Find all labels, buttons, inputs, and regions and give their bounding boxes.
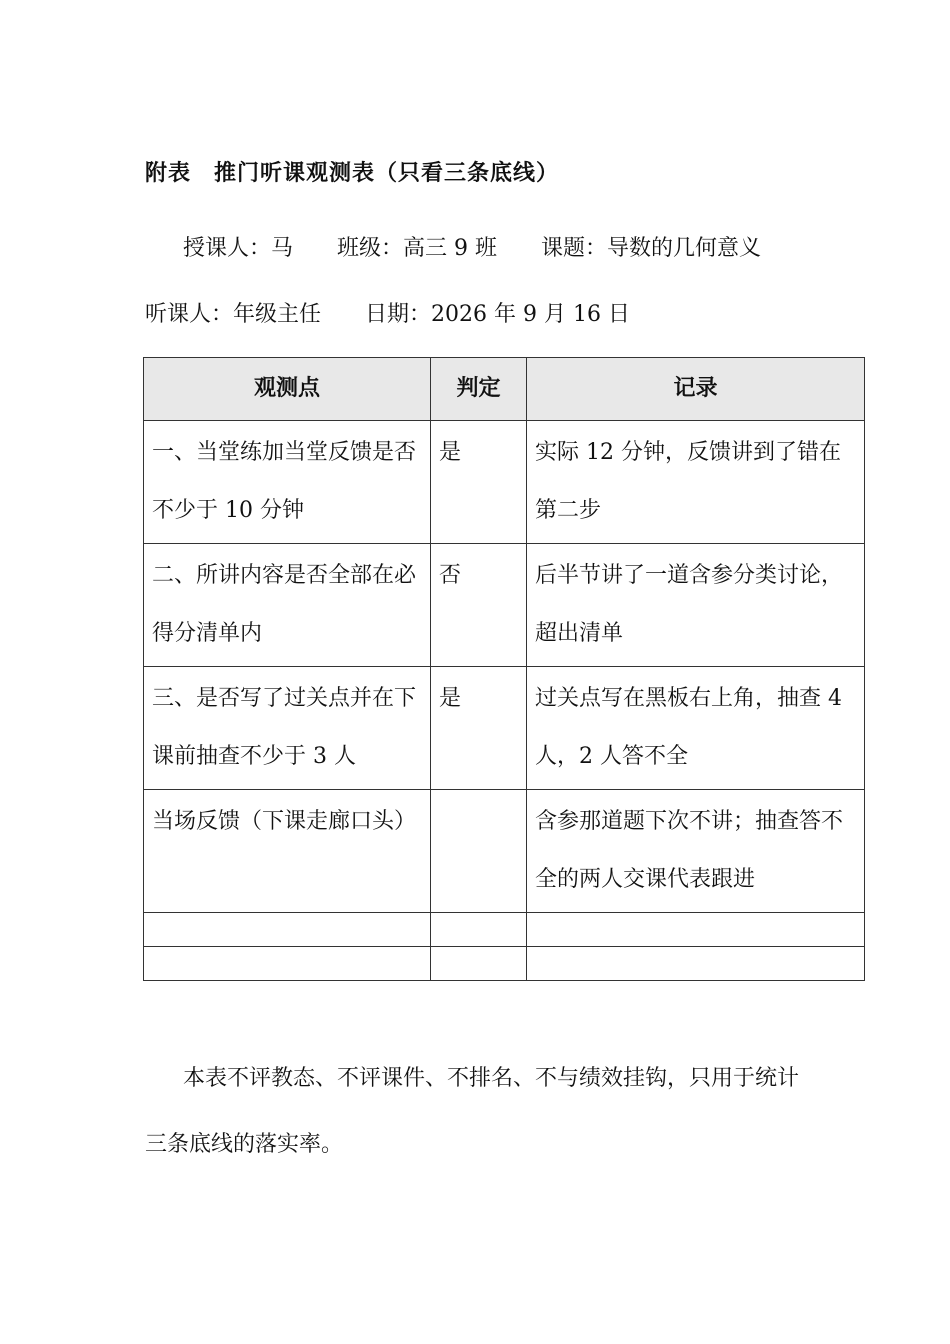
table-header-row bbox=[144, 358, 865, 421]
header-observation-point: 观测点 bbox=[144, 358, 431, 421]
record-cell: 实际 12 分钟，反馈讲到了错在第二步 bbox=[527, 421, 865, 544]
verdict-cell: 是 bbox=[431, 667, 527, 790]
verdict-cell: 是 bbox=[431, 421, 527, 544]
verdict-cell bbox=[431, 790, 527, 913]
header-record: 记录 bbox=[527, 358, 865, 421]
verdict-cell bbox=[431, 913, 527, 947]
verdict-cell bbox=[431, 947, 527, 981]
verdict-cell: 否 bbox=[431, 544, 527, 667]
observation-point-cell: 当场反馈（下课走廊口头） bbox=[144, 790, 431, 913]
observation-point-cell bbox=[144, 913, 431, 947]
record-cell: 后半节讲了一道含参分类讨论，超出清单 bbox=[527, 544, 865, 667]
table-row-empty bbox=[144, 947, 865, 981]
header-verdict: 判定 bbox=[431, 358, 527, 421]
table-row bbox=[144, 421, 865, 544]
observation-point-cell: 一、当堂练加当堂反馈是否不少于 10 分钟 bbox=[144, 421, 431, 544]
table-row bbox=[144, 544, 865, 667]
table-row bbox=[144, 667, 865, 790]
record-cell: 过关点写在黑板右上角，抽查 4 人，2 人答不全 bbox=[527, 667, 865, 790]
observation-table bbox=[143, 357, 865, 981]
table-row-empty bbox=[144, 913, 865, 947]
footer-note: 本表不评教态、不评课件、不排名、不与绩效挂钩，只用于统计三条底线的落实率。 bbox=[145, 1066, 800, 1157]
record-cell bbox=[527, 913, 865, 947]
observation-point-cell: 三、是否写了过关点并在下课前抽查不少于 3 人 bbox=[144, 667, 431, 790]
document-title: 附表 推门听课观测表（只看三条底线） bbox=[145, 161, 560, 186]
record-cell bbox=[527, 947, 865, 981]
record-cell: 含参那道题下次不讲；抽查答不全的两人交课代表跟进 bbox=[527, 790, 865, 913]
observation-point-cell: 二、所讲内容是否全部在必得分清单内 bbox=[144, 544, 431, 667]
table-row bbox=[144, 790, 865, 913]
observation-point-cell bbox=[144, 947, 431, 981]
lesson-meta-paragraph: 授课人：马 班级：高三 9 班 课题：导数的几何意义 听课人：年级主任 日期：2026 年 9 月 16 日 bbox=[145, 236, 806, 327]
